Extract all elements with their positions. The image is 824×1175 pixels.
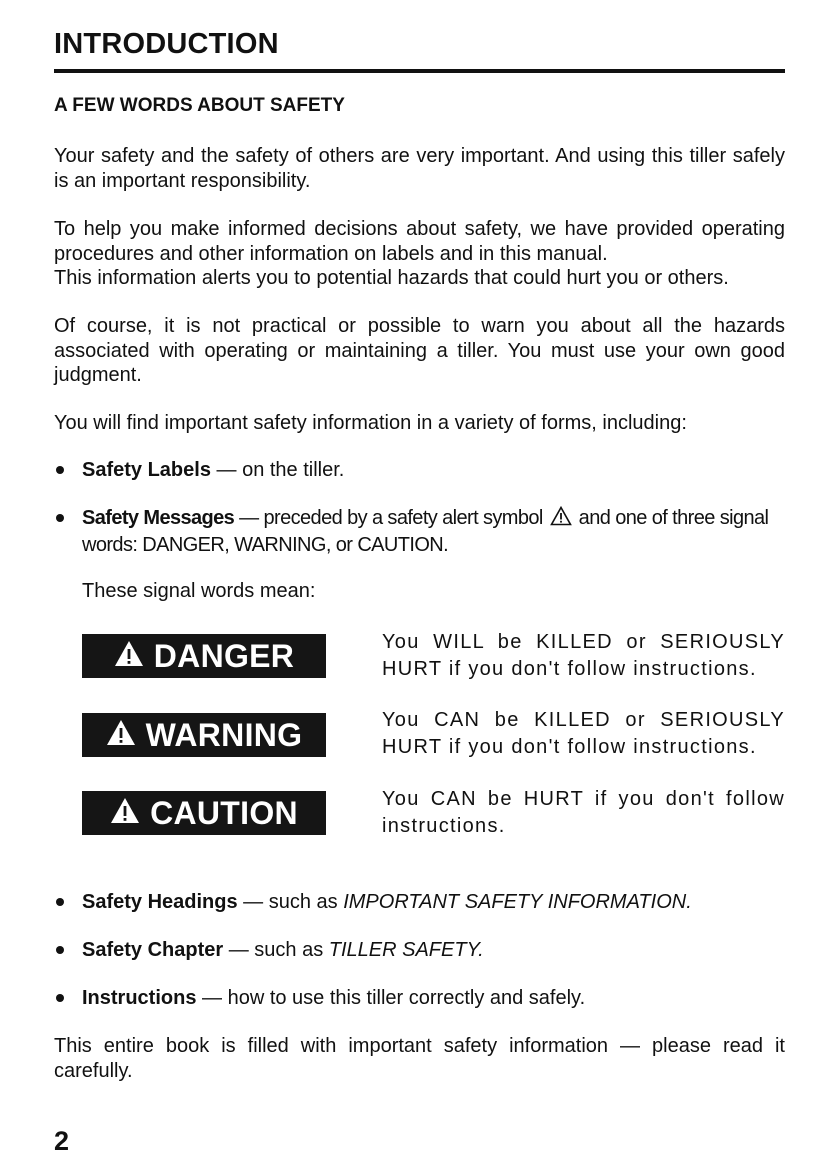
danger-meaning: You WILL be KILLED or SERIOUSLY HURT if you don't follow instructions. (382, 631, 785, 680)
danger-signal-box (82, 634, 326, 678)
warning-triangle-icon (110, 795, 140, 832)
bullet-description-continued: and one of three signal words: DANGER, WARNING, or CAUTION. (82, 507, 769, 556)
bullet-description: — such as (237, 891, 344, 913)
warning-triangle-icon (114, 638, 144, 675)
signal-words-intro: These signal words mean: (82, 580, 316, 602)
page-number: 2 (54, 1126, 70, 1156)
bullet-description: — preceded by a safety alert symbol (234, 507, 548, 529)
caution-meaning: You CAN be HURT if you don't follow instructions. (382, 788, 785, 837)
caution-signal-box (82, 791, 326, 835)
bullet-dot-icon (56, 514, 64, 522)
bullet-example: TILLER SAFETY. (328, 939, 484, 961)
bullet-example: IMPORTANT SAFETY INFORMATION. (343, 891, 692, 913)
bullet-dot-icon (56, 466, 64, 474)
bullet-safety-chapter (82, 938, 785, 963)
signal-word: CAUTION (150, 794, 298, 831)
paragraph-hazards: This information alerts you to potential hazards that could hurt you or others. (54, 267, 729, 289)
warning-triangle-icon (106, 717, 136, 754)
signal-word: WARNING (145, 716, 303, 753)
bullet-label: Safety Messages (82, 507, 235, 529)
bullet-label: Instructions (82, 987, 197, 1009)
paragraph-forms: You will find important safety information in a variety of forms, including: (54, 412, 687, 434)
warning-meaning: You CAN be KILLED or SERIOUSLY HURT if you don't follow instructions. (382, 709, 785, 758)
title-rule (54, 69, 785, 73)
bullet-dot-icon (56, 898, 64, 906)
signal-word: DANGER (153, 637, 295, 674)
bullet-description: — such as (223, 939, 329, 961)
bullet-dot-icon (56, 994, 64, 1002)
bullet-instructions (82, 986, 785, 1011)
section-heading: A FEW WORDS ABOUT SAFETY (54, 95, 345, 116)
paragraph-judgment: Of course, it is not practical or possible to warn you about all the hazards associated with operating or maintaining a tiller. You must use your own good judgment. (54, 315, 785, 386)
paragraph-importance: Your safety and the safety of others are very important. And using this tiller safely is an important responsibility. (54, 145, 785, 192)
bullet-label: Safety Headings (82, 891, 238, 913)
bullet-safety-messages (82, 506, 785, 557)
bullet-label: Safety Labels (82, 459, 211, 481)
warning-triangle-icon (550, 506, 572, 533)
warning-signal-box (82, 713, 326, 757)
bullet-safety-labels (82, 458, 785, 483)
paragraph-procedures: To help you make informed decisions about safety, we have provided operating procedures and other information on labels and in this manual. (54, 218, 785, 265)
bullet-description: — how to use this tiller correctly and safely. (196, 987, 586, 1009)
bullet-description: — on the tiller. (210, 459, 345, 481)
paragraph-closing: This entire book is filled with important safety information — please read it carefully. (54, 1035, 785, 1082)
bullet-safety-headings (82, 890, 785, 915)
page-title: INTRODUCTION (54, 28, 279, 60)
bullet-label: Safety Chapter (82, 939, 224, 961)
bullet-dot-icon (56, 946, 64, 954)
